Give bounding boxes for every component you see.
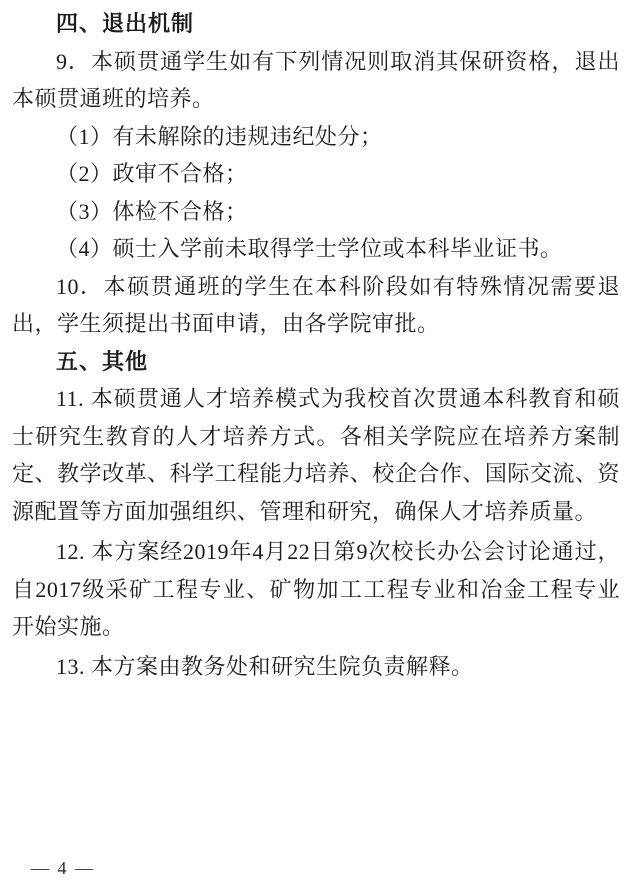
paragraph-9: 9．本硕贯通学生如有下列情况则取消其保研资格，退出本硕贯通班的培养。 — [12, 48, 620, 111]
paragraph-12: 12. 本方案经2019年4月22日第9次校长办公会讨论通过，自2017级采矿工程专业、矿物加工工程专业和冶金工程专业开始实施。 — [12, 539, 620, 639]
list-item-1: （1）有未解除的违规违纪处分； — [56, 123, 383, 149]
paragraph-11: 11. 本硕贯通人才培养模式为我校首次贯通本科教育和硕士研究生教育的人才培养方式。各相关学院应在培养方案制定、教学改革、科学工程能力培养、校企合作、国际交流、资源配置等方面加强组织、管理和研究，确保人才培养质量。 — [12, 386, 620, 524]
section-heading-exit-mechanism: 四、退出机制 — [56, 11, 195, 36]
list-item-4: （4）硕士入学前未取得学士学位或本科毕业证书。 — [56, 236, 563, 261]
paragraph-10: 10．本硕贯通班的学生在本科阶段如有特殊情况需要退出，学生须提出书面申请，由各学院审批。 — [12, 273, 620, 336]
list-item-2: （2）政审不合格； — [56, 161, 248, 186]
page-number: — 4 — — [31, 858, 95, 878]
paragraph-13: 13. 本方案由教务处和研究生院负责解释。 — [56, 653, 474, 679]
document-body — [12, 5, 620, 685]
section-heading-others: 五、其他 — [56, 348, 149, 374]
list-item-3: （3）体检不合格； — [56, 198, 248, 224]
